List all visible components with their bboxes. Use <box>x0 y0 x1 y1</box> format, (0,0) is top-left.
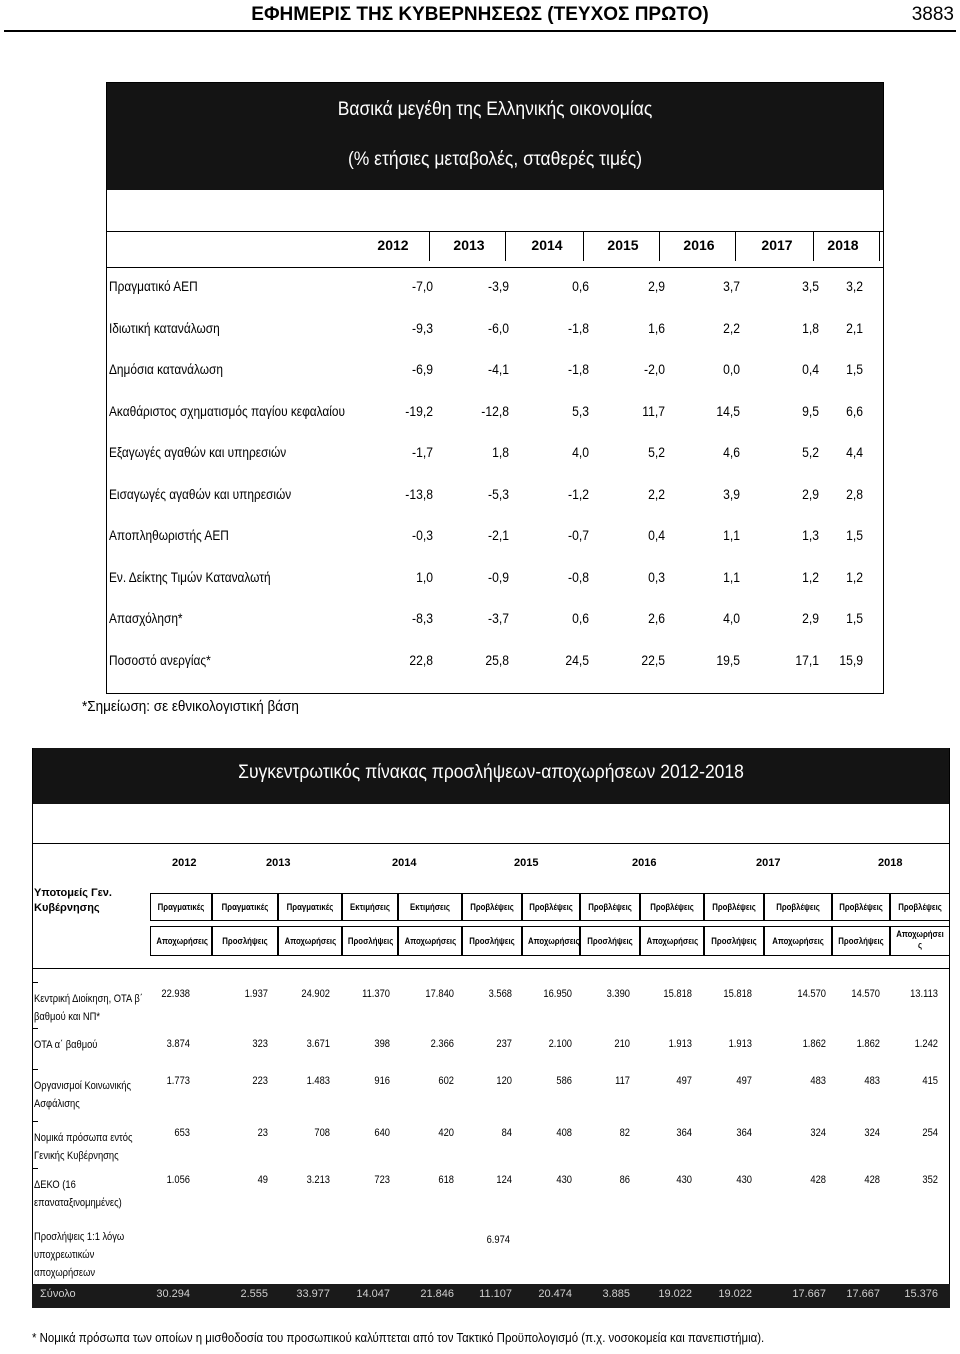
year-header-2016: 2016 <box>632 857 657 869</box>
gazette-title: ΕΦΗΜΕΡΙΣ ΤΗΣ ΚΥΒΕΡΝΗΣΕΩΣ (ΤΕΥΧΟΣ ΠΡΩΤΟ) <box>251 4 709 25</box>
economy-table-rule <box>107 267 883 268</box>
header-cell <box>150 926 212 956</box>
value-cell: 497 <box>736 1075 752 1087</box>
header-label: Αποχωρήσεις <box>284 936 337 947</box>
year-column-separator <box>879 231 880 261</box>
header-label: Πραγματικές <box>286 902 334 913</box>
value-cell: 4,0 <box>723 611 740 626</box>
value-cell: 117 <box>615 1075 630 1087</box>
header-divider <box>4 30 956 32</box>
header-cell <box>580 926 640 956</box>
value-cell: 15,9 <box>839 652 863 668</box>
value-cell: 82 <box>619 1127 630 1139</box>
value-cell: 364 <box>676 1127 692 1139</box>
subsector-label: ΔΕΚΟ (16 <box>34 1179 76 1191</box>
row-label: Δημόσια κατανάλωση <box>109 362 223 377</box>
header-label: Εκτιμήσεις <box>410 902 450 913</box>
value-cell: 408 <box>556 1127 572 1139</box>
header-label: Προβλέψεις <box>470 902 514 913</box>
total-value-cell: 20.474 <box>538 1288 572 1300</box>
value-cell: -0,8 <box>568 569 589 585</box>
value-cell: -0,9 <box>488 569 509 585</box>
value-cell: 9,5 <box>802 403 819 419</box>
value-cell: 398 <box>374 1038 390 1050</box>
economy-table-subtitle: (% ετήσιες μεταβολές, σταθερές τιμές) <box>347 149 643 170</box>
value-cell: 1.862 <box>856 1038 880 1050</box>
value-cell: 640 <box>374 1127 390 1139</box>
row-rule <box>32 1168 38 1169</box>
value-cell: -6,0 <box>488 320 509 336</box>
year-header-2015: 2015 <box>514 857 539 869</box>
value-cell: -9,3 <box>412 320 433 336</box>
total-value-cell: 14.047 <box>356 1288 390 1300</box>
header-cell <box>278 926 342 956</box>
row-label: Εν. Δείκτης Τιμών Καταναλωτή <box>109 569 271 585</box>
subsector-label: βαθμού και ΝΠ* <box>34 1011 101 1023</box>
obligation-label: αποχωρήσεων <box>34 1267 96 1279</box>
subsector-label: Κεντρική Διοίκηση, ΟΤΑ β΄ <box>34 993 143 1005</box>
header-label: Προβλέψεις <box>650 902 694 913</box>
value-cell: 24.902 <box>301 988 330 1000</box>
value-cell: 17,1 <box>795 652 819 668</box>
header-cell <box>832 926 890 956</box>
year-header-2012: 2012 <box>172 857 197 869</box>
value-cell: 1.913 <box>728 1038 752 1050</box>
value-cell: 1,1 <box>723 528 740 543</box>
value-cell: 428 <box>810 1174 826 1186</box>
header-cell <box>278 893 342 921</box>
header-cell <box>342 926 398 956</box>
hiring-table-title: Συγκεντρωτικός πίνακας προσλήψεων-αποχωρήσεων 2012-2018 <box>238 762 744 783</box>
total-value-cell: 33.977 <box>296 1288 330 1300</box>
value-cell: 5,3 <box>572 403 589 419</box>
value-cell: 14.570 <box>851 988 880 1000</box>
total-value-cell: 17.667 <box>846 1288 880 1300</box>
value-cell: 3.213 <box>306 1174 330 1186</box>
value-cell: 1,2 <box>802 569 819 585</box>
value-cell: 497 <box>676 1075 692 1087</box>
value-cell: 11,7 <box>642 403 665 419</box>
total-value-cell: 17.667 <box>792 1288 826 1300</box>
value-cell: 3.390 <box>606 988 630 1000</box>
header-label: Εκτιμήσεις <box>350 902 390 913</box>
value-cell: 586 <box>556 1075 572 1087</box>
header-cell <box>462 893 522 921</box>
value-cell: 254 <box>922 1127 938 1139</box>
row-label: Αποπληθωριστής ΑΕΠ <box>109 528 229 543</box>
value-cell: 5,2 <box>802 445 819 460</box>
subsector-label: Νομικά πρόσωπα εντός <box>34 1132 133 1144</box>
value-cell: -2,0 <box>644 362 665 377</box>
value-cell: 1,5 <box>846 611 863 626</box>
value-cell: 352 <box>922 1174 938 1186</box>
row-label: Ποσοστό ανεργίας* <box>109 652 211 668</box>
header-label: Προσλήψεις <box>838 936 884 947</box>
value-cell: 916 <box>374 1075 390 1087</box>
row-rule <box>32 1028 38 1029</box>
value-cell: 24,5 <box>565 652 589 668</box>
header-cell <box>398 926 462 956</box>
value-cell: 602 <box>438 1075 454 1087</box>
value-cell: 14.570 <box>797 988 826 1000</box>
header-cell <box>522 926 580 956</box>
value-cell: 23 <box>257 1127 268 1139</box>
value-cell: 120 <box>496 1075 512 1087</box>
header-cell <box>890 893 950 921</box>
header-cell <box>398 893 462 921</box>
year-column-separator <box>735 231 736 261</box>
value-cell: 1.056 <box>166 1174 190 1186</box>
value-cell: 2,9 <box>648 279 665 294</box>
header-label: Προβλέψεις <box>529 902 573 913</box>
year-header-2018: 2018 <box>827 237 859 253</box>
value-cell: -3,7 <box>488 611 509 626</box>
value-cell: 223 <box>252 1075 268 1087</box>
year-header-2013: 2013 <box>453 237 485 253</box>
value-cell: -1,7 <box>412 445 433 460</box>
header-cell <box>890 926 950 956</box>
value-cell: 1.773 <box>166 1075 190 1087</box>
economy-table-rule <box>107 231 883 232</box>
header-label: Αποχωρήσεις <box>772 936 824 947</box>
value-cell: 4,6 <box>723 445 740 460</box>
header-cell <box>580 893 640 921</box>
value-cell: 19,5 <box>716 652 740 668</box>
value-cell: 708 <box>314 1127 330 1139</box>
page-number: 3883 <box>911 4 954 25</box>
value-cell: 13.113 <box>910 988 938 1000</box>
value-cell: 1.862 <box>802 1038 826 1050</box>
value-cell: 22,5 <box>641 652 665 668</box>
obligation-label: υποχρεωτικών <box>34 1249 95 1261</box>
row-label: Απασχόληση* <box>109 611 183 626</box>
value-cell: 49 <box>257 1174 268 1186</box>
economy-table <box>106 82 884 694</box>
value-cell: -6,9 <box>412 362 433 377</box>
header-label: Προσλήψεις <box>222 936 268 947</box>
value-cell: 84 <box>501 1127 512 1139</box>
value-cell: 0,4 <box>648 528 665 543</box>
value-cell: -4,1 <box>488 362 509 377</box>
obligation-value: 6.974 <box>486 1234 510 1246</box>
year-header-2013: 2013 <box>266 857 291 869</box>
value-cell: 15.818 <box>663 988 692 1000</box>
header-label: Πραγματικές <box>157 902 205 913</box>
header-label: Πραγματικές <box>221 902 269 913</box>
value-cell: 3,7 <box>723 279 740 294</box>
value-cell: 1,6 <box>648 320 665 336</box>
total-value-cell: 19.022 <box>718 1288 752 1300</box>
value-cell: 324 <box>864 1127 880 1139</box>
value-cell: 1.483 <box>306 1075 330 1087</box>
header-cell <box>522 893 580 921</box>
value-cell: 3.671 <box>306 1038 330 1050</box>
value-cell: 3,5 <box>802 279 819 294</box>
subsector-label: Οργανισμοί Κοινωνικής <box>34 1080 131 1092</box>
value-cell: -7,0 <box>412 279 433 294</box>
row-rule <box>32 982 38 983</box>
value-cell: 1.937 <box>244 988 268 1000</box>
value-cell: 22,8 <box>409 652 433 668</box>
header-cell <box>640 926 704 956</box>
header-cell <box>640 893 704 921</box>
value-cell: 420 <box>438 1127 454 1139</box>
year-column-separator <box>505 231 506 261</box>
header-label: Προσλήψεις <box>711 936 757 947</box>
header-cell <box>342 893 398 921</box>
header-label: Αποχωρήσεις <box>646 936 699 947</box>
value-cell: 6,6 <box>846 403 863 419</box>
total-value-cell: 11.107 <box>479 1288 512 1300</box>
header-label: Προβλέψεις <box>712 902 756 913</box>
value-cell: 1,2 <box>846 569 863 585</box>
value-cell: 324 <box>810 1127 826 1139</box>
total-value-cell: 19.022 <box>658 1288 692 1300</box>
header-label: Προσλήψεις <box>587 936 633 947</box>
value-cell: 2.366 <box>430 1038 454 1050</box>
value-cell: -5,3 <box>488 486 509 502</box>
row-label: Εισαγωγές αγαθών και υπηρεσιών <box>109 486 292 502</box>
header-cell <box>764 926 832 956</box>
row-label: Ακαθάριστος σχηματισμός παγίου κεφαλαίου <box>109 403 346 419</box>
subsector-label: ΟΤΑ α΄ βαθμού <box>34 1039 98 1051</box>
total-value-cell: 2.555 <box>240 1288 268 1300</box>
total-value-cell: 21.846 <box>420 1288 454 1300</box>
hiring-table-header <box>33 748 949 804</box>
value-cell: 1,8 <box>802 320 819 336</box>
value-cell: 124 <box>496 1174 512 1186</box>
value-cell: 11.370 <box>362 988 390 1000</box>
value-cell: 4,4 <box>846 445 863 460</box>
value-cell: 428 <box>864 1174 880 1186</box>
hiring-table-note: * Νομικά πρόσωπα των οποίων η μισθοδοσία του προσωπικού καλύπτεται από τον Τακτικό Προϋπολογισμό (π.χ. νοσοκομεία και πανεπιστήμια). <box>32 1330 765 1345</box>
value-cell: 15.818 <box>723 988 752 1000</box>
header-label: Προβλέψεις <box>776 902 820 913</box>
value-cell: 2,1 <box>846 320 863 336</box>
value-cell: 3.568 <box>488 988 512 1000</box>
header-label: Προσλήψεις <box>469 936 515 947</box>
value-cell: 364 <box>736 1127 752 1139</box>
value-cell: 2,6 <box>648 611 665 626</box>
value-cell: 22.938 <box>161 988 190 1000</box>
value-cell: 2,9 <box>802 611 819 626</box>
value-cell: 1.913 <box>668 1038 692 1050</box>
economy-table-note: *Σημείωση: σε εθνικολογιστική βάση <box>82 698 299 715</box>
header-cell <box>462 926 522 956</box>
value-cell: 2,9 <box>802 486 819 502</box>
value-cell: 16.950 <box>543 988 572 1000</box>
year-column-separator <box>659 231 660 261</box>
header-cell <box>764 893 832 921</box>
value-cell: 14,5 <box>716 403 740 419</box>
value-cell: 618 <box>438 1174 454 1186</box>
value-cell: 430 <box>556 1174 572 1186</box>
value-cell: 483 <box>810 1075 826 1087</box>
hiring-header-rule <box>32 968 950 969</box>
value-cell: 210 <box>614 1038 630 1050</box>
row-label: Ιδιωτική κατανάλωση <box>109 320 220 336</box>
header-label: Προβλέψεις <box>898 902 942 913</box>
total-value-cell: 3.885 <box>602 1288 630 1300</box>
year-header-2014: 2014 <box>392 857 417 869</box>
year-header-2017: 2017 <box>761 237 793 253</box>
value-cell: 723 <box>374 1174 390 1186</box>
value-cell: -0,3 <box>412 528 433 543</box>
total-value-cell: 15.376 <box>904 1288 938 1300</box>
value-cell: 1,5 <box>846 362 863 377</box>
value-cell: -8,3 <box>412 611 433 626</box>
header-cell <box>704 893 764 921</box>
value-cell: 3,2 <box>846 279 863 294</box>
value-cell: 430 <box>736 1174 752 1186</box>
value-cell: -0,7 <box>568 528 589 543</box>
value-cell: -13,8 <box>405 486 433 502</box>
header-cell <box>150 893 212 921</box>
value-cell: 483 <box>864 1075 880 1087</box>
total-value-cell: 30.294 <box>156 1288 190 1300</box>
header-label: Προβλέψεις <box>839 902 883 913</box>
obligation-label: Προσλήψεις 1:1 λόγω <box>34 1231 125 1243</box>
year-header-2018: 2018 <box>878 857 903 869</box>
value-cell: 17.840 <box>425 988 454 1000</box>
row-rule <box>32 1121 38 1122</box>
header-label: Αποχωρήσει ς <box>896 929 944 951</box>
value-cell: 2.100 <box>548 1038 572 1050</box>
value-cell: 0,4 <box>802 362 819 377</box>
value-cell: 25,8 <box>485 652 509 668</box>
value-cell: -2,1 <box>488 528 509 543</box>
value-cell: 0,6 <box>572 611 589 626</box>
year-header-2015: 2015 <box>607 237 639 253</box>
year-header-2014: 2014 <box>531 237 563 253</box>
header-label: Προβλέψεις <box>588 902 632 913</box>
subsector-label: Ασφάλισης <box>34 1098 80 1110</box>
hiring-table <box>32 748 950 1308</box>
value-cell: 2,2 <box>723 320 740 336</box>
value-cell: 3,9 <box>723 486 740 502</box>
value-cell: 415 <box>922 1075 938 1087</box>
header-label: Αποχωρήσεις <box>404 936 457 947</box>
header-cell <box>704 926 764 956</box>
value-cell: -12,8 <box>481 403 509 419</box>
subsector-label: Γενικής Κυβέρνησης <box>34 1150 119 1162</box>
value-cell: 2,2 <box>648 486 665 502</box>
value-cell: 653 <box>174 1127 190 1139</box>
value-cell: 1,8 <box>492 445 509 460</box>
total-row-label: Σύνολο <box>40 1288 76 1300</box>
header-cell <box>832 893 890 921</box>
header-cell <box>212 893 278 921</box>
subsector-header: Υποτομείς Γεν. Κυβέρνησης <box>34 887 112 914</box>
value-cell: 1,3 <box>802 528 819 543</box>
economy-table-header <box>107 83 883 190</box>
value-cell: 0,6 <box>572 279 589 294</box>
year-header-2016: 2016 <box>683 237 715 253</box>
value-cell: 1,1 <box>723 569 740 585</box>
year-column-separator <box>583 231 584 261</box>
value-cell: -1,8 <box>568 362 589 377</box>
value-cell: -1,2 <box>568 486 589 502</box>
header-label: Προσλήψεις <box>347 936 394 947</box>
economy-table-title: Βασικά μεγέθη της Ελληνικής οικονομίας <box>337 99 653 120</box>
row-label: Πραγματικό ΑΕΠ <box>109 279 198 294</box>
value-cell: 2,8 <box>846 486 863 502</box>
value-cell: 0,3 <box>648 569 665 585</box>
value-cell: 430 <box>676 1174 692 1186</box>
value-cell: 1.242 <box>914 1038 938 1050</box>
header-cell <box>212 926 278 956</box>
year-header-2017: 2017 <box>756 857 781 869</box>
year-header-2012: 2012 <box>377 237 409 253</box>
value-cell: 323 <box>252 1038 268 1050</box>
row-label: Εξαγωγές αγαθών και υπηρεσιών <box>109 445 287 460</box>
value-cell: 5,2 <box>648 445 665 460</box>
value-cell: 237 <box>496 1038 512 1050</box>
header-label: Αποχωρήσεις <box>156 936 208 947</box>
hiring-table-rule <box>33 843 949 844</box>
year-column-separator <box>429 231 430 261</box>
value-cell: -19,2 <box>405 403 433 419</box>
value-cell: -1,8 <box>568 320 589 336</box>
header-label: Αποχωρήσεις <box>528 936 580 947</box>
subsector-label: επαναταξινομημένες) <box>34 1197 122 1209</box>
value-cell: 86 <box>619 1174 630 1186</box>
value-cell: -3,9 <box>488 279 509 294</box>
value-cell: 4,0 <box>572 445 589 460</box>
value-cell: 1,5 <box>846 528 863 543</box>
value-cell: 0,0 <box>723 362 740 377</box>
row-rule <box>32 1069 38 1070</box>
value-cell: 3.874 <box>166 1038 190 1050</box>
value-cell: 1,0 <box>416 569 433 585</box>
